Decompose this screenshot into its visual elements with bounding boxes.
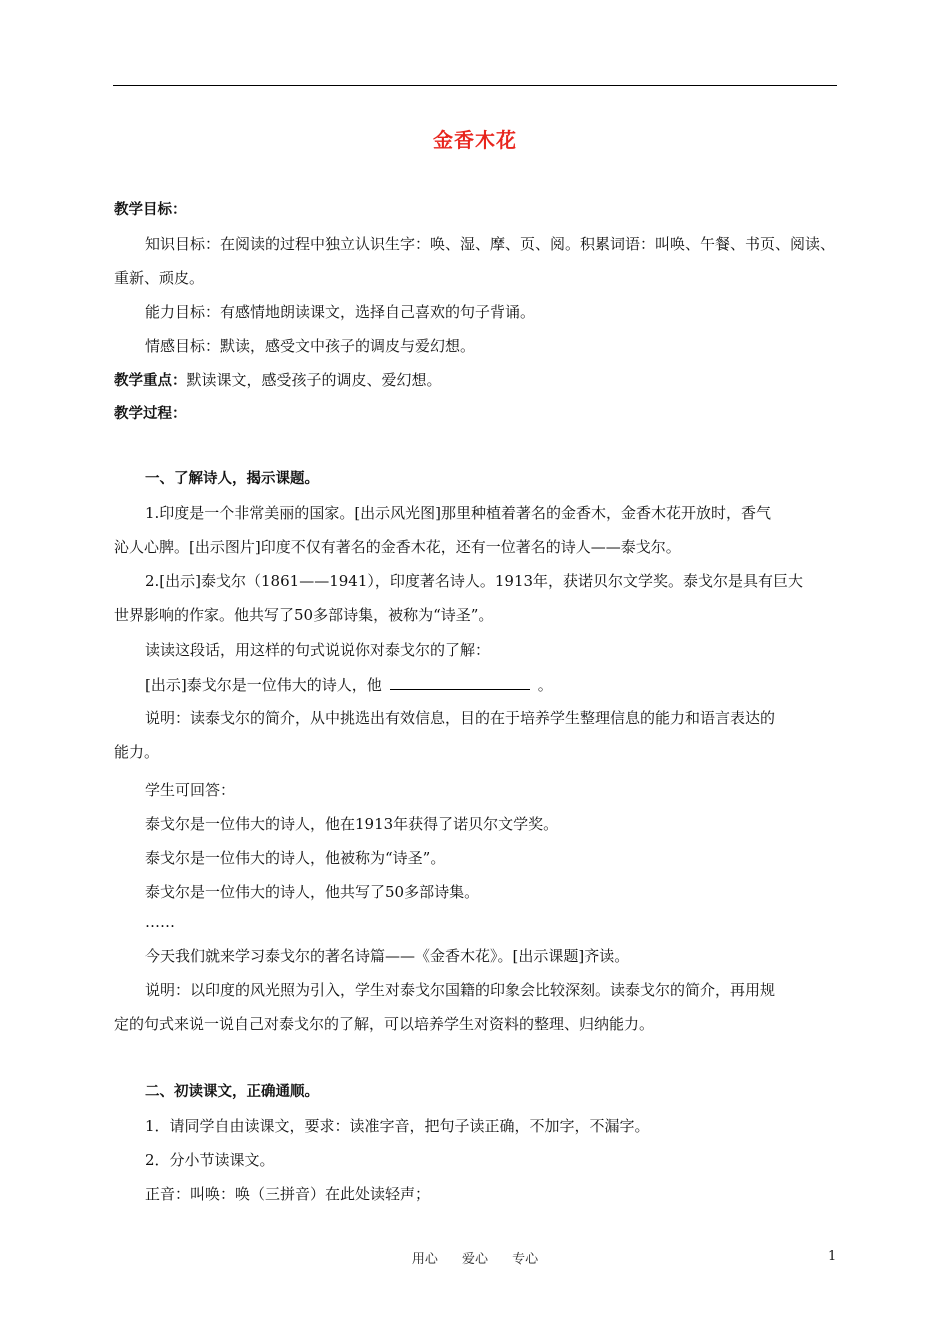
page-footer bbox=[0, 1248, 950, 1267]
ellipsis: …… bbox=[145, 913, 175, 931]
answer-example-3: 泰戈尔是一位伟大的诗人，他共写了50多部诗集。 bbox=[145, 883, 480, 901]
step-1: 1．请同学自由读课文，要求：读准字音，把句子读正确，不加字，不漏字。 bbox=[145, 1117, 650, 1135]
goals-heading: 教学目标： bbox=[114, 202, 187, 218]
focus-label: 教学重点： bbox=[114, 373, 187, 389]
note-1-line-1: 说明：读泰戈尔的简介，从中挑选出有效信息，目的在于培养学生整理信息的能力和语言表达的 bbox=[145, 709, 776, 727]
goal-emotion: 情感目标：默读，感受文中孩子的调皮与爱幻想。 bbox=[145, 337, 476, 355]
header-rule bbox=[113, 85, 837, 86]
note-1-line-2: 能力。 bbox=[114, 743, 160, 761]
focus-text: 默读课文，感受孩子的调皮、爱幻想。 bbox=[186, 371, 442, 389]
goal-knowledge-line-1: 知识目标：在阅读的过程中独立认识生字：唤、湿、摩、页、阅。积累词语：叫唤、午餐、书页、阅读、 bbox=[145, 235, 836, 253]
footer-item-1: 用心 bbox=[411, 1252, 438, 1267]
answer-example-1: 泰戈尔是一位伟大的诗人，他在1913年获得了诺贝尔文学奖。 bbox=[145, 815, 559, 833]
footer-item-2: 爱心 bbox=[461, 1252, 488, 1267]
paragraph-3: 读读这段话，用这样的句式说说你对泰戈尔的了解： bbox=[145, 641, 491, 659]
note-2-line-2: 定的句式来说一说自己对泰戈尔的了解，可以培养学生对资料的整理、归纳能力。 bbox=[114, 1015, 655, 1033]
paragraph-2-line-1: 2.[出示]泰戈尔（1861——1941），印度著名诗人。1913年，获诺贝尔文学奖。泰戈尔是具有巨大 bbox=[145, 572, 804, 590]
paragraph-1-line-2: 沁人心脾。[出示图片]印度不仅有著名的金香木花，还有一位著名的诗人——泰戈尔。 bbox=[114, 538, 681, 556]
section-2-heading: 二、初读课文，正确通顺。 bbox=[145, 1084, 319, 1100]
footer-item-3: 专心 bbox=[512, 1252, 539, 1267]
fill-in-suffix: 。 bbox=[537, 676, 553, 694]
lesson-intro: 今天我们就来学习泰戈尔的著名诗篇——《金香木花》。[出示课题]齐读。 bbox=[145, 947, 630, 965]
process-heading: 教学过程： bbox=[114, 406, 187, 422]
section-1-heading: 一、了解诗人，揭示课题。 bbox=[145, 471, 319, 487]
students-answer-intro: 学生可回答： bbox=[145, 781, 236, 799]
note-2-line-1: 说明：以印度的风光照为引入，学生对泰戈尔国籍的印象会比较深刻。读泰戈尔的简介，再用规 bbox=[145, 981, 776, 999]
step-2: 2．分小节读课文。 bbox=[145, 1151, 275, 1169]
goal-knowledge-line-2: 重新、顽皮。 bbox=[114, 269, 205, 287]
fill-in-sentence bbox=[145, 674, 553, 695]
paragraph-1-line-1: 1.印度是一个非常美丽的国家。[出示风光图]那里种植着著名的金香木，金香木花开放时，香气 bbox=[145, 504, 772, 522]
page-title: 金香木花 bbox=[433, 128, 517, 152]
paragraph-2-line-2: 世界影响的作家。他共写了50多部诗集，被称为“诗圣”。 bbox=[114, 606, 494, 624]
goal-ability: 能力目标：有感情地朗读课文，选择自己喜欢的句子背诵。 bbox=[145, 303, 536, 321]
teaching-focus bbox=[114, 370, 442, 391]
pronunciation-note: 正音：叫唤：唤（三拼音）在此处读轻声； bbox=[145, 1185, 431, 1203]
fill-in-prefix: [出示]泰戈尔是一位伟大的诗人，他 bbox=[145, 676, 382, 694]
page-number: 1 bbox=[828, 1249, 837, 1264]
answer-example-2: 泰戈尔是一位伟大的诗人，他被称为“诗圣”。 bbox=[145, 849, 446, 867]
answer-blank bbox=[390, 674, 530, 690]
